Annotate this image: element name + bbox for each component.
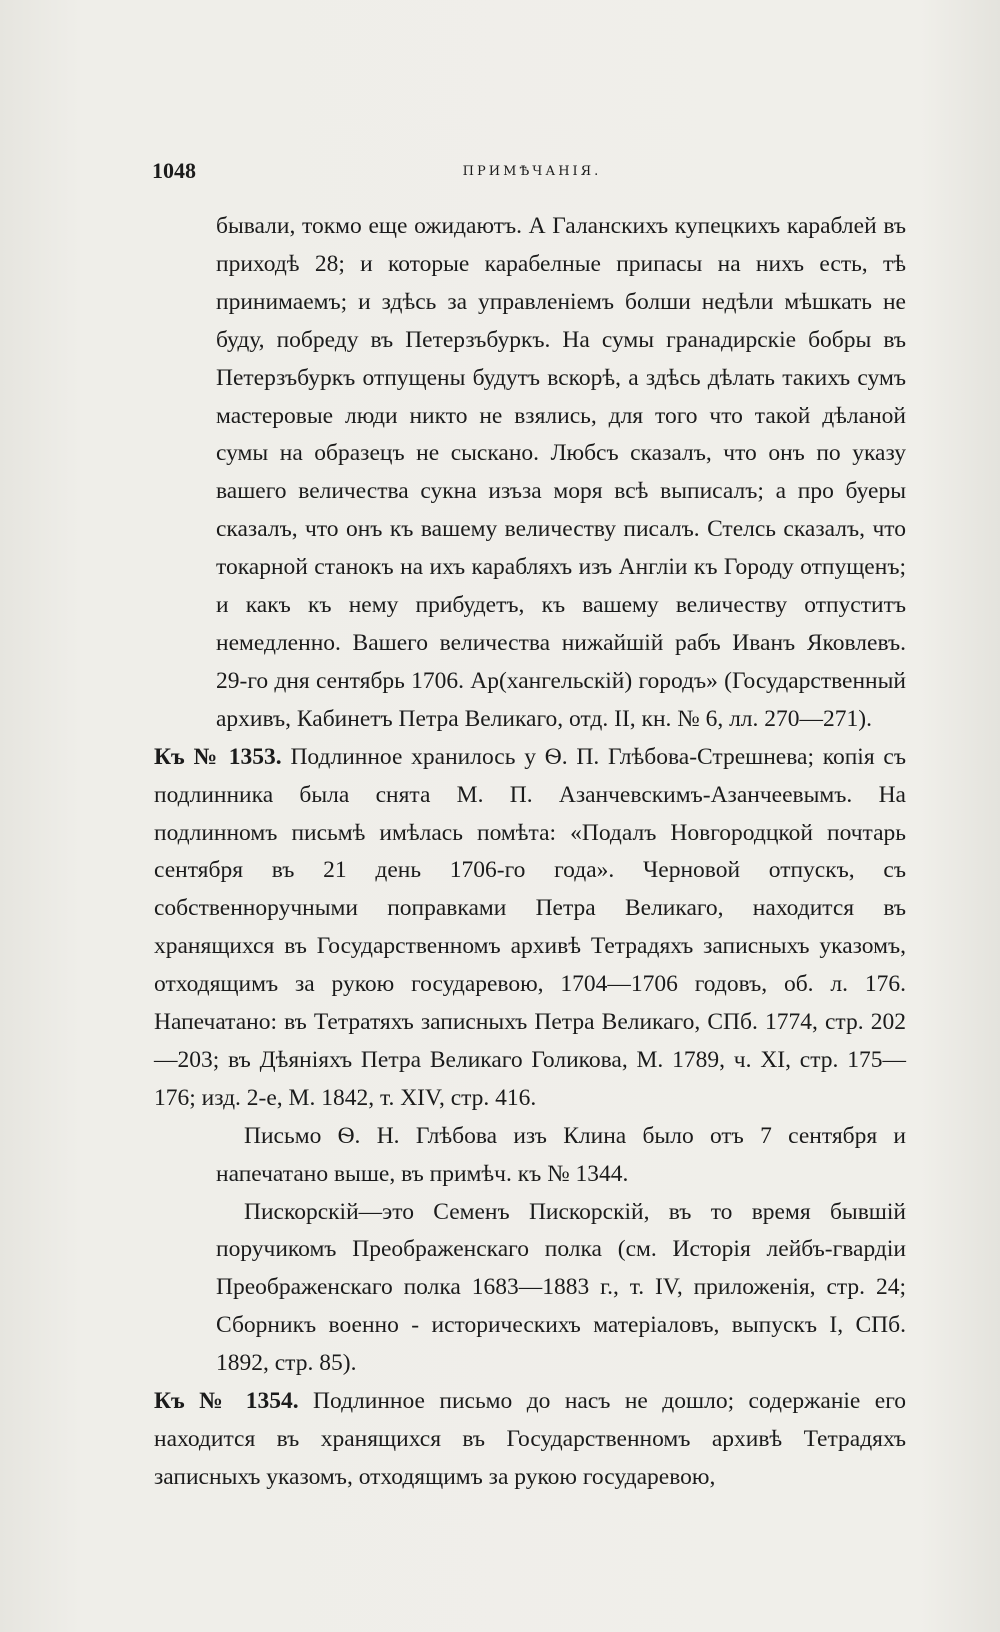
paragraph-text: Пискорскій—это Семенъ Пискорскій, въ то время бывшій поручикомъ Преображенскаго полка (см. Исторія лейбъ-гвардіи Преображенскаго полка 1683—1883 г., т. IV, приложенія, стр. 24; Сборникъ военно - историческихъ матеріаловъ, выпускъ I, СПб. 1892, стр. 85). [216,1198,906,1377]
note-reference-label: Къ № 1353. [154,743,282,770]
glebov-letter-paragraph [216,1118,906,1194]
paragraph-text: Подлинное хранилось у Ѳ. П. Глѣбова-Стрешнева; копія съ подлинника была снята М. П. Азанчевскимъ-Азанчеевымъ. На подлинномъ письмѣ имѣлась помѣта: «Подалъ Новгородцкой почтарь сентября въ 21 день 1706-го года». Черновой отпускъ, съ собственноручными поправками Петра Великаго, находится въ хранящихся въ Государственномъ архивѣ Тетрадяхъ записныхъ указомъ, отходящимъ за рукою государевою, 1704—1706 годовъ, об. л. 176. Напечатано: въ Тетратяхъ записныхъ Петра Великаго, СПб. 1774, стр. 202—203; въ Дѣяніяхъ Петра Великаго Голикова, М. 1789, ч. XI, стр. 175—176; изд. 2-е, М. 1842, т. XIV, стр. 416. [154,743,907,1111]
paragraph-text: Письмо Ѳ. Н. Глѣбова изъ Клина было отъ 7 сентября и напечатано выше, въ примѣч. къ № 1344. [216,1122,906,1187]
running-head: ПРИМѢЧАНІЯ. [462,164,602,179]
notes-body [154,208,907,1497]
paragraph-text: Подлинное письмо до насъ не дошло; содержаніе его находится въ хранящихся въ Государственномъ архивѣ Тетрадяхъ записныхъ указомъ, отходящимъ за рукою государевою, [154,1388,907,1490]
piskorsky-paragraph [216,1194,906,1384]
paragraph-text: бывали, токмо еще ожидаютъ. А Галанскихъ купецкихъ караблей въ приходѣ 28; и которые карабелные припасы на нихъ есть, тѣ принимаемъ; и здѣсь за управленіемъ болши недѣли мѣшкать не буду, побреду въ Петерзъбуркъ. На сумы гранадирскіе бобры въ Петерзъбуркъ отпущены будутъ вскорѣ, а здѣсь дѣлать такихъ сумъ мастеровые люди никто не взялись, для того что такой дѣланой сумы на образецъ не сыскано. Любсъ сказалъ, что онъ по указу вашего величества сукна изъза моря всѣ выписалъ; а про буеры сказалъ, что онъ къ вашему величеству писалъ. Стелсь сказалъ, что токарной станокъ на ихъ карабляхъ изъ Англіи къ Городу отпущенъ; и какъ къ нему прибудетъ, къ вашему величеству отпуститъ немедленно. Вашего величества нижайшій рабъ Иванъ Яковлевъ. 29-го дня сентябрь 1706. Ар(хангельскій) городъ» (Государственный архивъ, Кабинетъ Петра Великаго, отд. II, кн. № 6, лл. 270—271). [216,213,906,732]
page-header [152,158,912,188]
continued-paragraph [216,208,906,739]
note-1353-paragraph [154,739,906,1118]
note-reference-label: Къ № 1354. [154,1388,299,1415]
page-number: 1048 [152,158,196,183]
note-1354-paragraph [154,1383,906,1497]
